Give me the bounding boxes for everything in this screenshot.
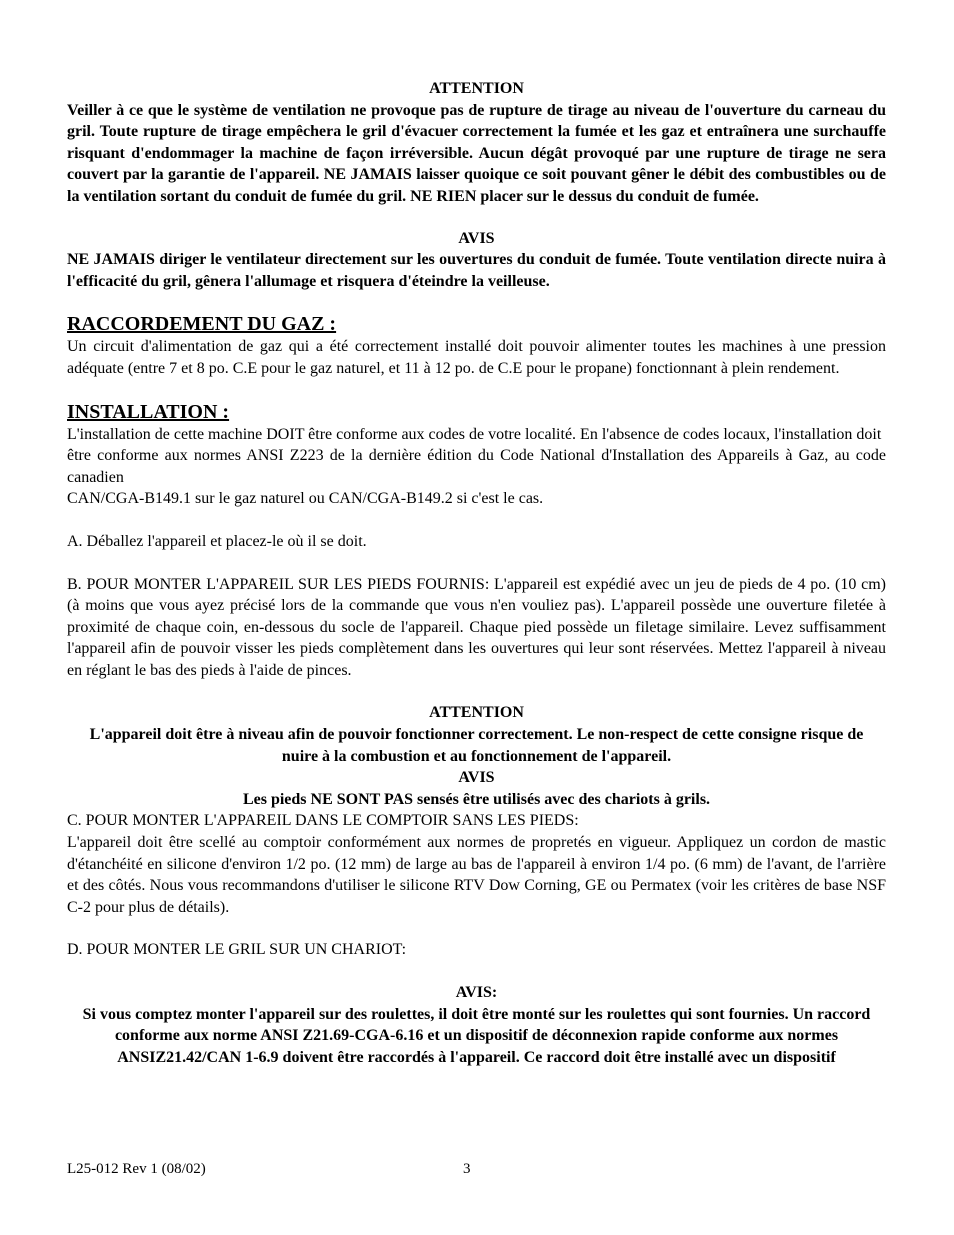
step-c-text: L'appareil doit être scellé au comptoir conformément aux normes de propretés en vigueur. Appliquez un cordon de mastic d'étanchéité en silicone d'environ 1/2 po. (12 mm) de large au bas de l'appareil à environ 1/4 po. (6 mm) de l'avant, de l'arrière et des côtés. Nous vous recommandons d'utiliser le silicone RTV Dow Corning, GE ou Permatex (voir les critères de base NSF C-2 pour plus de détails). xyxy=(67,834,886,916)
attention-title-2: ATTENTION xyxy=(429,704,524,722)
avis-text-2: Les pieds NE SONT PAS sensés être utilisés avec des chariots à grils. xyxy=(242,790,711,808)
attention-text-1: Veiller à ce que le système de ventilation ne provoque pas de rupture de tirage au niveau de l'ouverture du carneau du gril. Toute rupture de tirage empêchera le gril d'évacuer correctement la fumée et les gaz et entraînera une surchauffe risquant d'endommager la machine de façon irréversible. Aucun dégât provoqué par une rupture de tirage ne sera couvert par la garantie de l'appareil. NE JAMAIS laisser quoique ce soit pouvant gêner le débit des combustibles ou de la ventilation sortant du conduit de fumée du gril. NE RIEN placer sur le dessus du conduit de fumée. xyxy=(67,101,886,205)
avis-title-3: AVIS: xyxy=(455,984,498,1001)
avis-title-1: AVIS xyxy=(458,229,495,247)
installation-line-2: être conforme aux normes ANSI Z223 de la dernière édition du Code National d'Installation des Appareils à Gaz, au code canadien xyxy=(67,447,886,486)
installation-heading: INSTALLATION : xyxy=(67,400,230,423)
document-page xyxy=(67,78,886,1068)
gas-text: Un circuit d'alimentation de gaz qui a été correctement installé doit pouvoir alimenter toutes les machines à une pression adéquate (entre 7 et 8 po. C.E pour le gaz naturel, et 11 à 12 po. de C.E pour le propane) fonctionnant à plein rendement. xyxy=(67,338,886,377)
page-number: 3 xyxy=(463,1161,471,1177)
installation-line-1: L'installation de cette machine DOIT être conforme aux codes de votre localité. En l'absence de codes locaux, l'installation doit xyxy=(67,425,882,443)
step-c-title: C. POUR MONTER L'APPAREIL DANS LE COMPTOIR SANS LES PIEDS: xyxy=(67,812,579,830)
avis-text-3: Si vous comptez monter l'appareil sur des roulettes, il doit être monté sur les roulettes qui sont fournies. Un raccord conforme aux norme ANSI Z21.69-CGA-6.16 et un dispositif de déconnexion rapide conforme aux normes ANSIZ21.42/CAN 1-6.9 doivent être raccordés à l'appareil. Ce raccord doit être installé avec un dispositif xyxy=(82,1005,871,1066)
gas-heading: RACCORDEMENT DU GAZ : xyxy=(67,313,337,336)
attention-text-2: L'appareil doit être à niveau afin de pouvoir fonctionner correctement. Le non-respect de cette consigne risque de nuire à la combustion et au fonctionnement de l'appareil. xyxy=(89,726,864,765)
step-b: B. POUR MONTER L'APPAREIL SUR LES PIEDS FOURNIS: L'appareil est expédié avec un jeu de pieds de 4 po. (10 cm) (à moins que vous ayez précisé lors de la commande que vous n'en vouliez pas). L'appareil possède une ouverture filetée à proximité de chaque coin, en-dessous du socle de l'appareil. Chaque pied possède un filetage similaire. Levez suffisamment l'appareil afin de pouvoir visser les pieds complètement dans les ouvertures qui leur sont réservées. Mettez l'appareil à niveau en réglant le bas des pieds à l'aide de pinces. xyxy=(67,575,886,679)
avis-text-1: NE JAMAIS diriger le ventilateur directement sur les ouvertures du conduit de fumée. Toute ventilation directe nuira à l'efficacité du gril, gênera l'allumage et risquera d'éteindre la veilleuse. xyxy=(67,251,886,290)
avis-title-2: AVIS xyxy=(458,769,495,787)
document-id: L25-012 Rev 1 (08/02) xyxy=(67,1161,206,1177)
step-a: A. Déballez l'appareil et placez-le où il se doit. xyxy=(67,532,367,550)
step-d: D. POUR MONTER LE GRIL SUR UN CHARIOT: xyxy=(67,941,407,959)
installation-line-3: CAN/CGA-B149.1 sur le gaz naturel ou CAN/CGA-B149.2 si c'est le cas. xyxy=(67,490,544,508)
attention-title-1: ATTENTION xyxy=(429,80,524,97)
